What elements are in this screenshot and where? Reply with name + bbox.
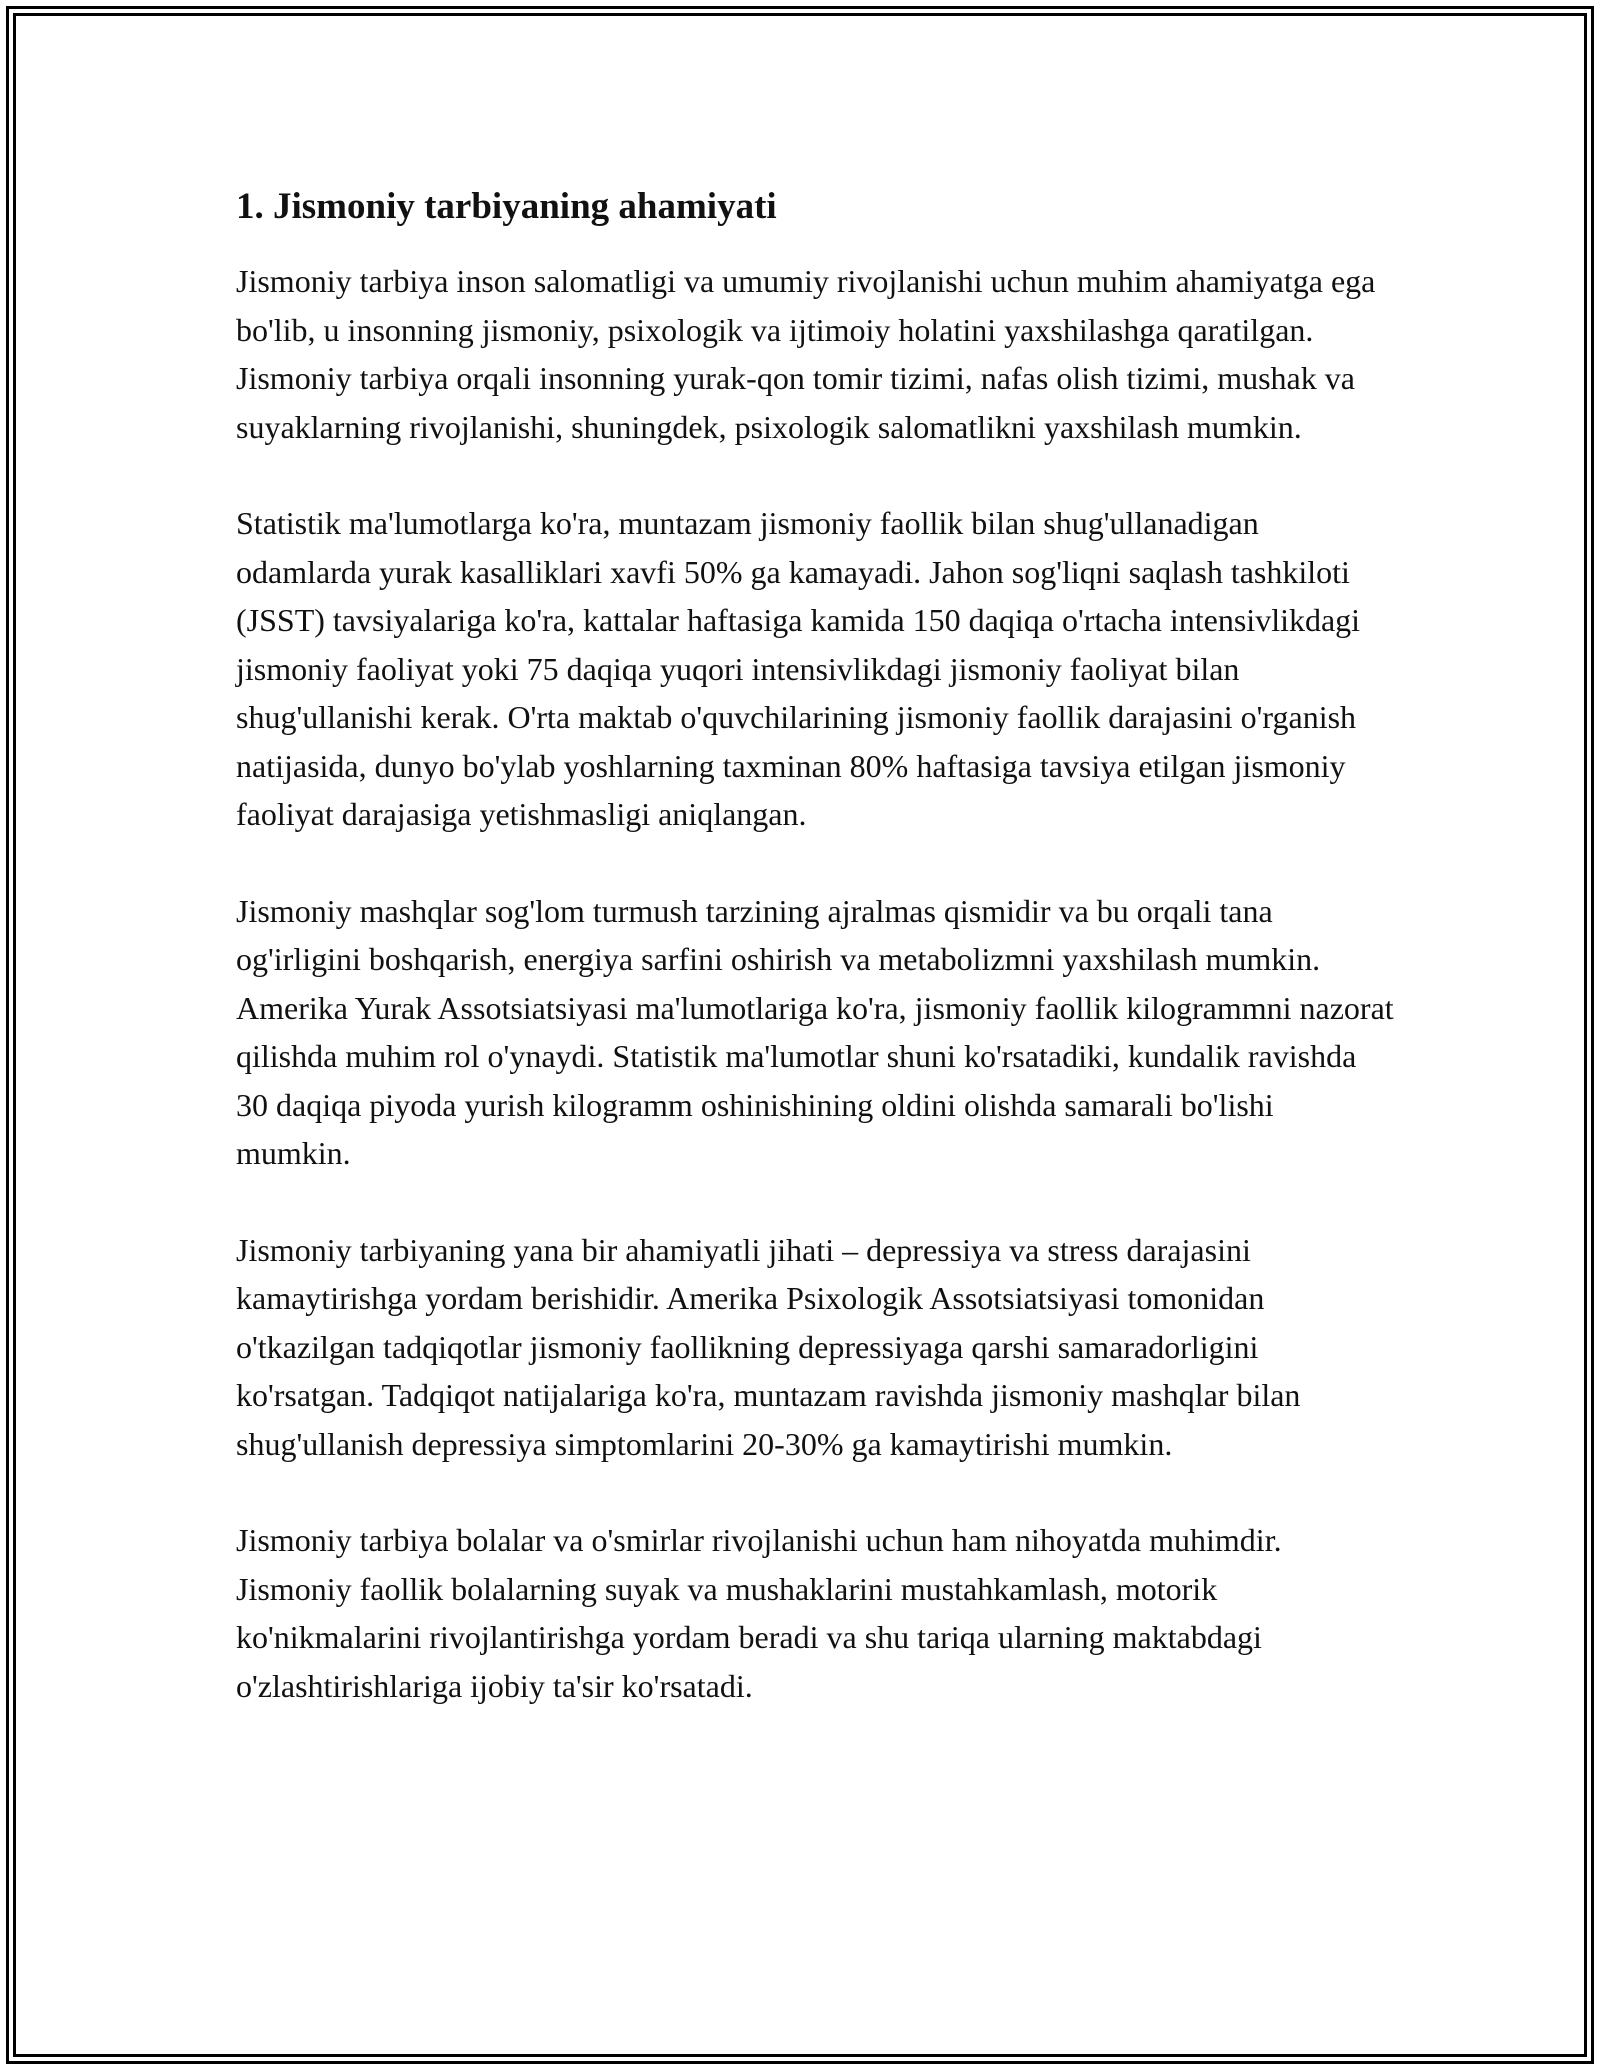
paragraph-4: Jismoniy tarbiyaning yana bir ahamiyatli jihati – depressiya va stress darajasini kamaytirishga yordam berishidir. Amerika Psixologik Assotsiatsiyasi tomonidan o'tkazilgan tadqiqotlar jismoniy faollikning depressiyaga qarshi samaradorligini ko'rsatgan. Tadqiqot natijalariga ko'ra, muntazam ravishda jismoniy mashqlar bilan shug'ullanish depressiya simptomlarini 20-30% ga kamaytirishi mumkin. bbox=[236, 1231, 1301, 1462]
section-heading: 1. Jismoniy tarbiyaning ahamiyati bbox=[236, 186, 777, 227]
paragraph-3: Jismoniy mashqlar sog'lom turmush tarzining ajralmas qismidir va bu orqali tana og'irligini boshqarish, energiya sarfini oshirish va metabolizmni yaxshilash mumkin. Amerika Yurak Assotsiatsiyasi ma'lumotlariga ko'ra, jismoniy faollik kilogrammni nazorat qilishda muhim rol o'ynaydi. Statistik ma'lumotlar shuni ko'rsatadiki, kundalik ravishda 30 daqiqa piyoda yurish kilogramm oshinishining oldini olishda samarali bo'lishi mumkin. bbox=[236, 892, 1394, 1172]
paragraph-5: Jismoniy tarbiya bolalar va o'smirlar rivojlanishi uchun ham nihoyatda muhimdir. Jismoniy faollik bolalarning suyak va mushaklarini mustahkamlash, motorik ko'nikmalarini rivojlantirishga yordam beradi va shu tariqa ularning maktabdagi o'zlashtirishlariga ijobiy ta'sir ko'rsatadi. bbox=[236, 1522, 1282, 1704]
paragraph-2: Statistik ma'lumotlarga ko'ra, muntazam jismoniy faollik bilan shug'ullanadigan odamlarda yurak kasalliklari xavfi 50% ga kamayadi. Jahon sog'liqni saqlash tashkiloti (JSST) tavsiyalariga ko'ra, kattalar haftasiga kamida 150 daqiqa o'rtacha intensivlikdagi jismoniy faoliyat yoki 75 daqiqa yuqori intensivlikdagi jismoniy faoliyat bilan shug'ullanishi kerak. O'rta maktab o'quvchilarining jismoniy faollik darajasini o'rganish natijasida, dunyo bo'ylab yoshlarning taxminan 80% haftasiga tavsiya etilgan jismoniy faoliyat darajasiga yetishmasligi aniqlangan. bbox=[236, 505, 1361, 833]
paragraph-1: Jismoniy tarbiya inson salomatligi va umumiy rivojlanishi uchun muhim ahamiyatga ega bo'lib, u insonning jismoniy, psixologik va ijtimoiy holatini yaxshilashga qaratilgan. Jismoniy tarbiya orqali insonning yurak-qon tomir tizimi, nafas olish tizimi, mushak va suyaklarning rivojlanishi, shuningdek, psixologik salomatlikni yaxshilash mumkin. bbox=[236, 263, 1376, 445]
document-body bbox=[236, 185, 1396, 1758]
